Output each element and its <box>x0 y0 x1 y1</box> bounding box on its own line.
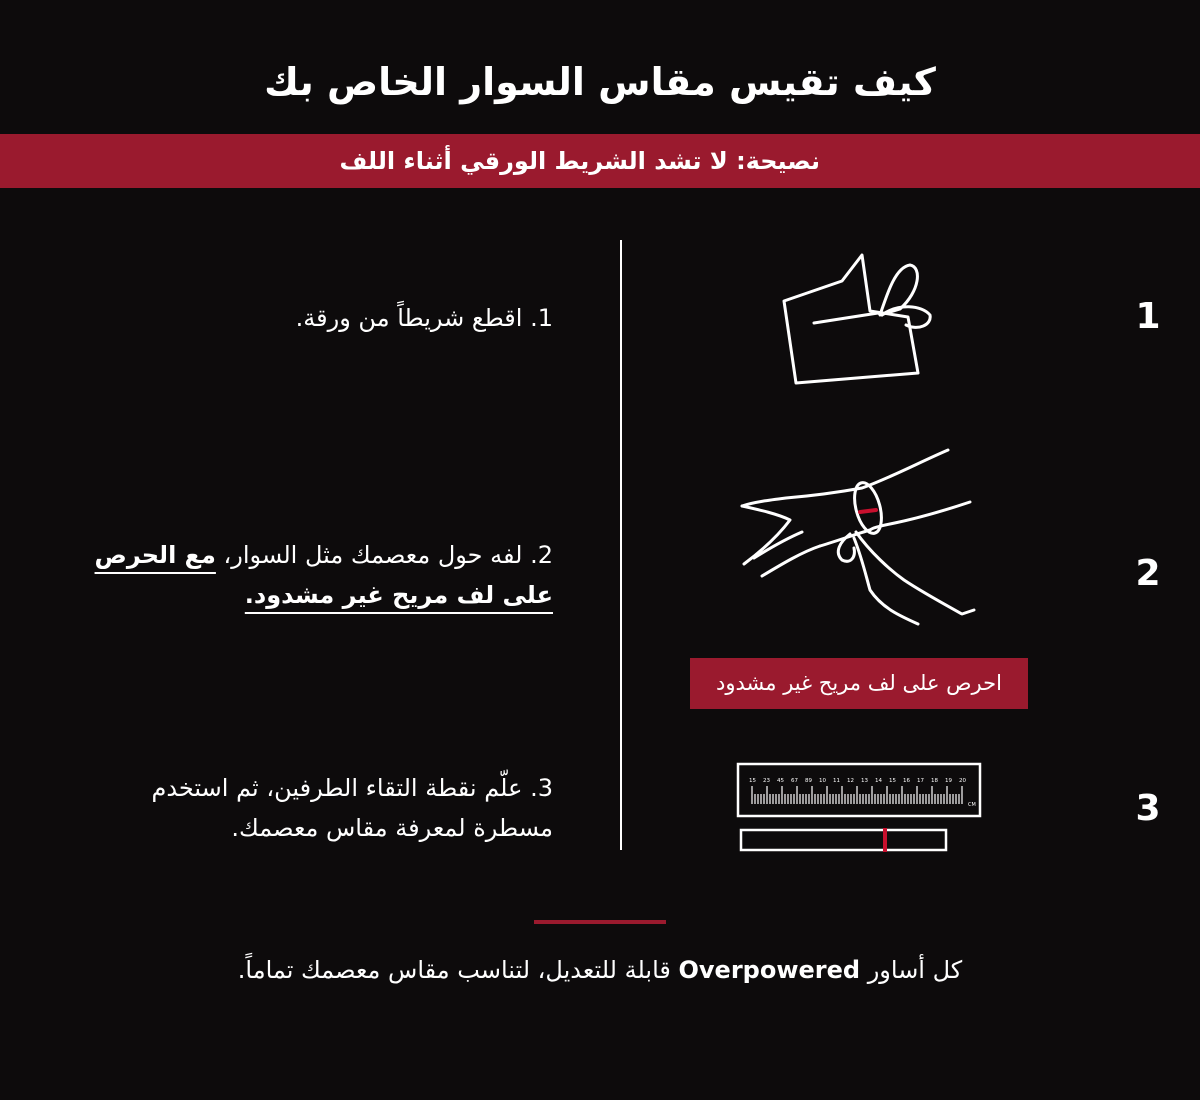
footer-after: قابلة للتعديل، لتناسب مقاس معصمك تماماً. <box>237 956 679 984</box>
wrist-wrap-icon <box>730 440 990 640</box>
ruler-tick-label: 89 <box>805 778 812 784</box>
brand-name: Overpowered <box>678 956 861 984</box>
ruler-tick-label: 19 <box>945 778 952 784</box>
footer-note <box>0 956 1200 984</box>
vertical-divider <box>620 240 622 850</box>
step-2-text <box>83 535 553 615</box>
step-2-text-plain: 2. لفه حول معصمك مثل السوار، <box>215 541 553 569</box>
step-1-number: 1 <box>1135 296 1161 337</box>
page-title: كيف تقيس مقاس السوار الخاص بك <box>264 60 936 104</box>
step-1-text: 1. اقطع شريطاً من ورقة. <box>295 304 553 332</box>
ruler-tick-label: 12 <box>847 778 854 784</box>
tip-text: نصيحة: لا تشد الشريط الورقي أثناء اللف <box>339 147 820 175</box>
step-3-number: 3 <box>1135 788 1161 829</box>
ruler-tick-label: 67 <box>791 778 798 784</box>
footer-before: كل أساور <box>860 956 963 984</box>
ruler-tick-label: 14 <box>875 778 882 784</box>
ruler-tick-label: 45 <box>777 778 784 784</box>
accent-line <box>534 920 666 924</box>
ruler-tick-label: 13 <box>861 778 868 784</box>
ruler-unit-label: CM <box>968 802 976 808</box>
ruler-tick-label: 10 <box>819 778 826 784</box>
step-3-text: 3. علّم نقطة التقاء الطرفين، ثم استخدم مسطرة لمعرفة مقاس معصمك. <box>151 774 553 842</box>
ruler-tick-label: 15 <box>749 778 756 784</box>
step-2-text-emphasis: مع الحرص على لف مريح غير مشدود. <box>94 541 553 609</box>
ruler-tick-label: 18 <box>931 778 938 784</box>
ruler-tick-label: 17 <box>917 778 924 784</box>
snug-note-badge: احرص على لف مريح غير مشدود <box>690 658 1028 709</box>
ruler-tick-label: 20 <box>959 778 966 784</box>
paper-scissors-icon <box>770 245 950 395</box>
ruler-tick-label: 11 <box>833 778 840 784</box>
ruler-tick-label: 15 <box>889 778 896 784</box>
step-2-number: 2 <box>1135 553 1161 594</box>
ruler-tick-label: 23 <box>763 778 770 784</box>
tip-banner <box>0 134 1200 188</box>
ruler-tick-label: 16 <box>903 778 910 784</box>
ruler-icon <box>736 762 986 854</box>
